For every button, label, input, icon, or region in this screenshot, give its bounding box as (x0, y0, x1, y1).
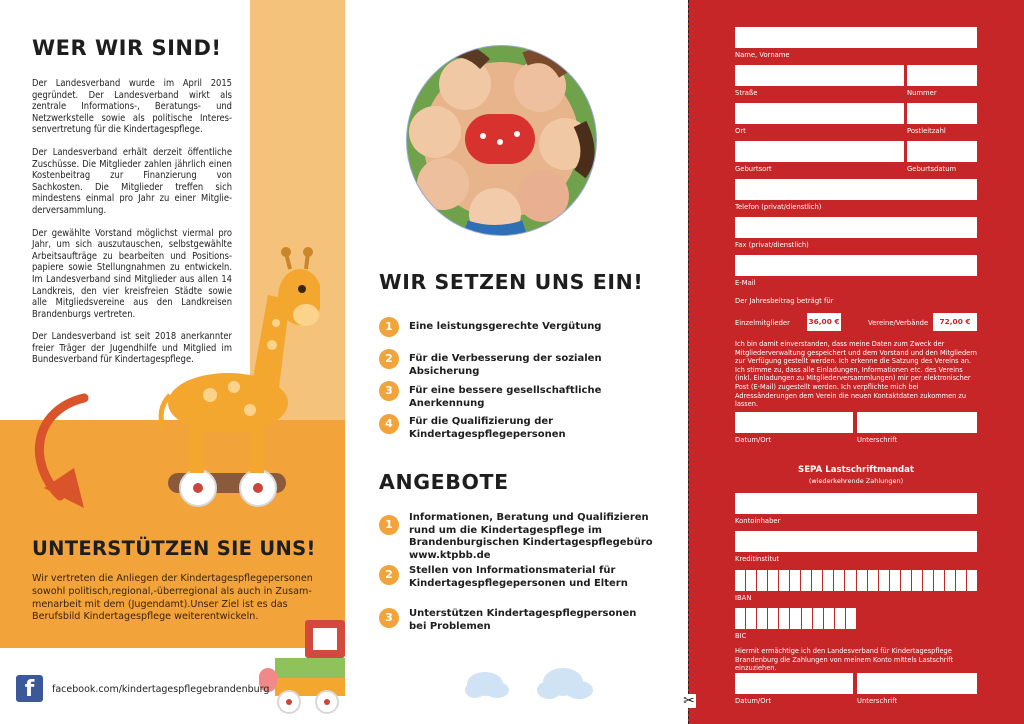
account-holder-label: Kontoinhaber (735, 517, 781, 525)
list-item-text: Unterstützen Kindertagespflegpersonen bei Problemen (409, 608, 637, 632)
iban-label: IBAN (735, 594, 752, 602)
number-badge: 3 (379, 608, 399, 628)
list-item (379, 381, 654, 410)
about-paragraph: Der Landesverband ist seit 2018 anerkannter freier Träger der Jugendhilfe und Mitglied im Bundesverband für Kindertagespflege. (32, 331, 232, 366)
engagement-title: WIR SETZEN UNS EIN! (379, 270, 644, 294)
panel-engagement (345, 0, 688, 724)
zip-label: Postleitzahl (907, 127, 946, 135)
list-item (379, 608, 654, 633)
about-paragraph: Der gewählte Vorstand möglichst viermal pro Jahr, um sich auszutauschen, selbstgewählte Arbeitsaufträge zu bearbeiten und Positionspapiere sowie Stellungnahmen zu entwickeln. Im Landesverband sind Mitglieder aus allen 14 Landkreis, den vier kreisfreien Städte sowie alle Mitgliedsvereine aus den Landkreisen Brandenburgs vertreten. (32, 227, 232, 320)
phone-field[interactable] (735, 179, 977, 200)
support-title: UNTERSTÜTZEN SIE UNS! (32, 537, 316, 560)
sepa-subtitle: (wiederkehrende Zahlungen) (808, 477, 904, 485)
giraffe-toy-icon (150, 245, 320, 515)
date-place-field-2[interactable] (735, 673, 853, 694)
account-holder-field[interactable] (735, 493, 977, 514)
fee-individual-label: Einzelmitglieder (735, 319, 790, 327)
list-item-text: Informationen, Beratung und Qualifizieren rund um die Kindertagespflege im Brandenburgischen Kindertagespflegebüro www.ktpbb.de (409, 512, 653, 561)
panel-about (0, 0, 345, 724)
number-badge: 1 (379, 317, 399, 337)
signature-field[interactable] (857, 412, 977, 433)
signature-field-2[interactable] (857, 673, 977, 694)
bic-label: BIC (735, 632, 747, 640)
list-item-text: Eine leistungsgerechte Vergütung (409, 321, 602, 332)
fee-assoc-value: 72,00 € (933, 313, 977, 331)
authorization-text: Hiermit ermächtige ich den Landesverband für Kindertagespflege Brandenburg die Zahlungen von meinem Konto mittels Lastschrift einzuziehen. (735, 647, 954, 673)
city-label: Ort (735, 127, 746, 135)
street-field[interactable] (735, 65, 904, 86)
list-item (379, 512, 654, 562)
number-label: Nummer (907, 89, 937, 97)
consent-text: Ich bin damit einverstanden, dass meine Daten zum Zweck der Mitgliederverwaltung gespeichert und dem Vorstand und den Mitgliedern zur Verfügung gestellt werden. Ich erkenne die Satzung des Vereins an. Ich stimme zu, dass alle Einladungen, Informationen etc. des Vereins (inkl. Einladungen zu Mitgliederversammlungen) mir per elektronischer Post (E-Mail) zugestellt werden. Ich verpflichte mich bei Adressänderungen dem Verein die neuen Kontaktdaten zukommen zu lassen. (735, 340, 977, 409)
about-paragraph: Der Landesverband wurde im April 2015 gegründet. Der Landesverband wirkt als zentrale Informations-, Beratungs- und Netzwerkstelle sowie als politische Interessenvertretung für die Kindertagespflege. (32, 78, 232, 136)
fax-field[interactable] (735, 217, 977, 238)
offers-title: ANGEBOTE (379, 470, 509, 494)
list-item-text: Für eine bessere gesellschaftliche Anerkennung (409, 385, 602, 409)
about-paragraph: Der Landesverband erhält derzeit öffentliche Zuschüsse. Die Mitglieder zahlen jährlich einen Kostenbeitrag zur Finanzierung von Sachkosten. Die Mitglieder treffen sich mindestens einmal pro Jahr zu einer Mitgliederversammlung. (32, 146, 232, 216)
email-field[interactable] (735, 255, 977, 276)
about-title: WER WIR SIND! (32, 36, 222, 60)
date-place-label: Datum/Ort (735, 436, 772, 444)
date-place-field[interactable] (735, 412, 853, 433)
bank-label: Kreditinstitut (735, 555, 780, 563)
signature-label: Unterschrift (857, 436, 898, 444)
sepa-title: SEPA Lastschriftmandat (798, 465, 914, 475)
cut-line (688, 0, 689, 724)
clouds-icon (463, 660, 603, 704)
facebook-link[interactable]: facebook.com/kindertagespflegebrandenburg (52, 684, 270, 695)
scissors-icon: ✂ (683, 693, 695, 709)
city-field[interactable] (735, 103, 904, 124)
fee-individual-value: 36,00 € (807, 313, 841, 331)
fee-assoc-label: Vereine/Verbände (868, 319, 929, 327)
birthdate-label: Geburtsdatum (907, 165, 957, 173)
list-item-text: Für die Qualifizierung der Kindertagespflegepersonen (409, 416, 566, 440)
list-item (379, 414, 654, 441)
signature-label-2: Unterschrift (857, 697, 898, 705)
street-label: Straße (735, 89, 758, 97)
membership-form (688, 0, 1024, 724)
support-text: Wir vertreten die Anliegen der Kindertagespflegepersonen sowohl politisch,regional,-überregional als auch in Zusammenarbeit mit dem (Jugendamt).Unser Ziel ist es das Berufsbild Kindertagespflege weiterentwickeln. (32, 573, 313, 623)
number-field[interactable] (907, 65, 977, 86)
facebook-icon[interactable]: f (16, 675, 43, 702)
zip-field[interactable] (907, 103, 977, 124)
curved-arrow-icon (22, 392, 102, 512)
birthplace-field[interactable] (735, 141, 904, 162)
date-place-label-2: Datum/Ort (735, 697, 772, 705)
list-item-text: Stellen von Informationsmaterial für Kindertagespflegepersonen und Eltern (409, 565, 628, 589)
iban-field[interactable] (735, 570, 977, 591)
name-field[interactable] (735, 27, 977, 48)
number-badge: 4 (379, 414, 399, 434)
list-item (379, 317, 654, 337)
name-label: Name, Vorname (735, 51, 790, 59)
email-label: E-Mail (735, 279, 756, 287)
number-badge: 1 (379, 515, 399, 535)
fax-label: Fax (privat/dienstlich) (735, 241, 809, 249)
train-toy-icon (255, 618, 345, 718)
number-badge: 2 (379, 565, 399, 585)
birthplace-label: Geburtsort (735, 165, 772, 173)
kids-circle-photo (405, 44, 598, 237)
bic-field[interactable] (735, 608, 856, 629)
list-item (379, 565, 654, 590)
list-item (379, 349, 654, 378)
number-badge: 2 (379, 349, 399, 369)
phone-label: Telefon (privat/dienstlich) (735, 203, 822, 211)
fee-intro: Der Jahresbeitrag beträgt für (735, 297, 834, 305)
bank-field[interactable] (735, 531, 977, 552)
list-item-text: Für die Verbesserung der sozialen Absicherung (409, 353, 602, 377)
birthdate-field[interactable] (907, 141, 977, 162)
number-badge: 3 (379, 381, 399, 401)
